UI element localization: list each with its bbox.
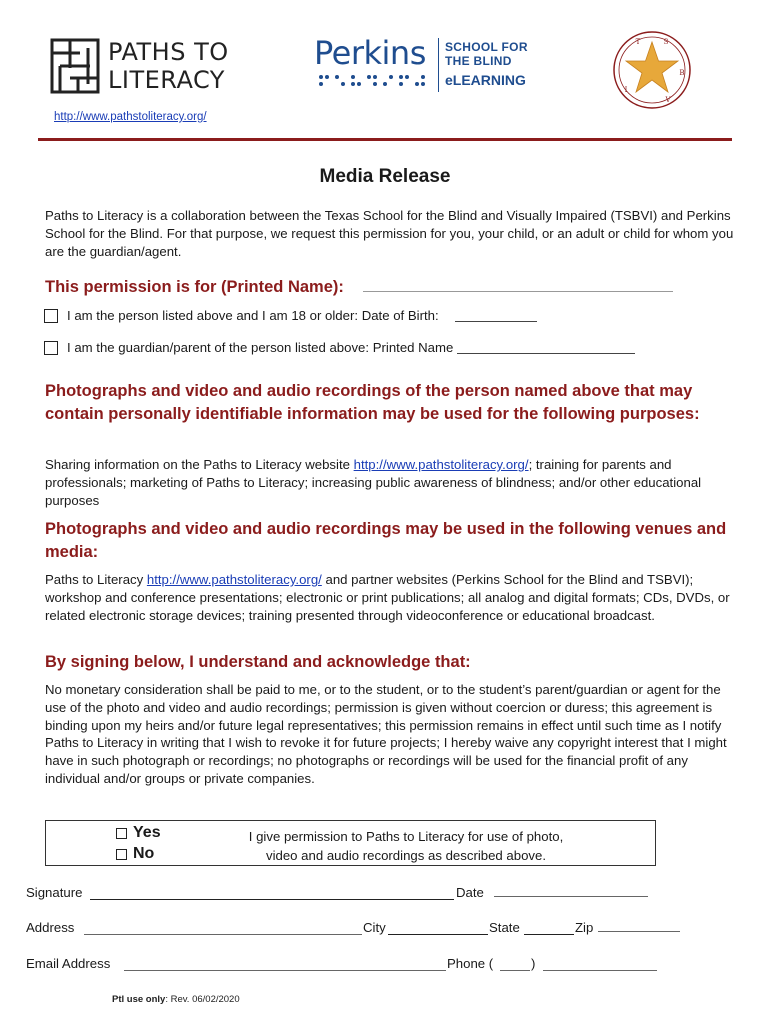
- option-self-label: I am the person listed above and I am 18 or older: Date of Birth:: [67, 308, 439, 323]
- seal-letter: I: [624, 86, 628, 94]
- perkins-school-text: [445, 40, 528, 68]
- zip-label: Zip: [575, 920, 594, 935]
- braille-dots-icon: [318, 74, 428, 88]
- no-option[interactable]: [116, 845, 154, 863]
- venues-text-start: Paths to Literacy: [45, 572, 147, 587]
- header-divider: [38, 138, 732, 141]
- guardian-checkbox[interactable]: [44, 341, 58, 355]
- intro-paragraph: Paths to Literacy is a collaboration between the Texas School for the Blind and Visually Impaired (TSBVI) and Perkins School for the Blind. For that purpose, we request this permission for you, your child, or an adult or child for whom you are the guardian/agent.: [45, 208, 734, 259]
- email-line[interactable]: [124, 970, 446, 971]
- perkins-elearning-text: eLEARNING: [445, 72, 526, 88]
- purposes-website-link[interactable]: http://www.pathstoliteracy.org/: [353, 457, 529, 472]
- option-self-row: [44, 308, 537, 323]
- signature-label: Signature: [26, 885, 83, 900]
- document-header: [0, 0, 770, 140]
- seal-letter: B: [679, 69, 685, 77]
- guardian-printed-name-line[interactable]: [457, 342, 635, 354]
- consent-box: [45, 820, 656, 866]
- option-guardian-row: [44, 340, 635, 355]
- ptl-logo-line1: PATHS TO: [108, 38, 229, 66]
- self-checkbox[interactable]: [44, 309, 58, 323]
- footer-revision: : Rev. 06/02/2020: [165, 994, 240, 1005]
- signature-line[interactable]: [90, 899, 454, 900]
- purposes-heading: Photographs and video and audio recordings of the person named above that may contain personally identifiable information may be used for the following purposes:: [45, 382, 700, 423]
- consent-line2: video and audio recordings as described above.: [265, 848, 547, 863]
- purposes-text-start: Sharing information on the Paths to Literacy website: [45, 457, 354, 472]
- state-line[interactable]: [524, 934, 574, 935]
- acknowledge-paragraph: No monetary consideration shall be paid to me, or to the student, or to the student’s parent/guardian or agent for the use of the photo and video and audio recordings; permission is given without coercion or duress; this agreement is binding upon my heirs and/or future legal representatives; this permission remains in effect until such time as I notify Paths to Literacy in writing that I wish to revoke it for future projects; I hereby waive any copyright interest that I might have in such photograph or recordings; no photographs or recordings will be used for the financial profit of any individual and/or groups or private companies.: [45, 682, 727, 786]
- perkins-logo: [314, 34, 544, 96]
- zip-line[interactable]: [598, 931, 680, 932]
- perkins-wordmark: Perkins: [314, 34, 426, 72]
- permission-heading: This permission is for (Printed Name):: [45, 278, 344, 296]
- date-line[interactable]: [494, 896, 648, 897]
- seal-letter: S: [663, 38, 669, 46]
- printed-name-line[interactable]: [363, 291, 673, 292]
- phone-line[interactable]: [543, 970, 657, 971]
- acknowledge-heading: By signing below, I understand and acknowledge that:: [45, 653, 471, 671]
- city-line[interactable]: [388, 934, 488, 935]
- venues-heading: Photographs and video and audio recordings may be used in the following venues and media:: [45, 520, 727, 561]
- email-label: Email Address: [26, 956, 111, 971]
- perkins-school-line1: SCHOOL FOR: [445, 40, 528, 54]
- no-label: No: [133, 845, 155, 862]
- yes-option[interactable]: [116, 824, 161, 842]
- venues-website-link[interactable]: http://www.pathstoliteracy.org/: [146, 572, 322, 587]
- consent-statement: [206, 827, 606, 865]
- purposes-paragraph: [45, 456, 735, 509]
- paths-to-literacy-logo: [50, 38, 240, 98]
- venues-paragraph: [45, 571, 735, 624]
- page-title: Media Release: [319, 166, 451, 187]
- no-checkbox[interactable]: [116, 849, 127, 860]
- phone-area-code-line[interactable]: [500, 970, 530, 971]
- address-line[interactable]: [84, 934, 362, 935]
- perkins-divider: [438, 38, 439, 92]
- footer-note: [112, 994, 240, 1005]
- yes-checkbox[interactable]: [116, 828, 127, 839]
- seal-letter: V: [665, 96, 671, 104]
- phone-close-paren: ): [531, 956, 536, 971]
- address-label: Address: [26, 920, 75, 935]
- perkins-school-line2: THE BLIND: [445, 54, 512, 68]
- phone-label: Phone (: [447, 956, 494, 971]
- ptl-logo-line2: LITERACY: [108, 66, 225, 94]
- yes-label: Yes: [133, 824, 161, 841]
- seal-letter: T: [635, 38, 641, 46]
- footer-bold: Ptl use only: [112, 994, 166, 1005]
- purposes-text-end: ; training for parents and professionals; marketing of Paths to Literacy; increasing public awareness of blindness; and/or other educational purposes: [45, 457, 702, 508]
- date-of-birth-line[interactable]: [455, 310, 537, 322]
- consent-line1: I give permission to Paths to Literacy for use of photo,: [248, 829, 564, 844]
- paths-to-literacy-wordmark: [108, 38, 229, 94]
- header-website-link[interactable]: http://www.pathstoliteracy.org/: [54, 111, 207, 123]
- paths-to-literacy-mark-icon: [50, 38, 100, 94]
- state-label: State: [489, 920, 520, 935]
- option-guardian-label: I am the guardian/parent of the person listed above: Printed Name: [67, 340, 454, 355]
- city-label: City: [363, 920, 386, 935]
- venues-text-end: and partner websites (Perkins School for the Blind and TSBVI); workshop and conference presentations; electronic or print publications; all analog and digital formats; CDs, DVDs, or related electronic storage devices; training presented through videoconference or educational broadcast.: [45, 572, 730, 623]
- date-label: Date: [456, 885, 484, 900]
- tsbvi-seal-logo: [612, 30, 692, 110]
